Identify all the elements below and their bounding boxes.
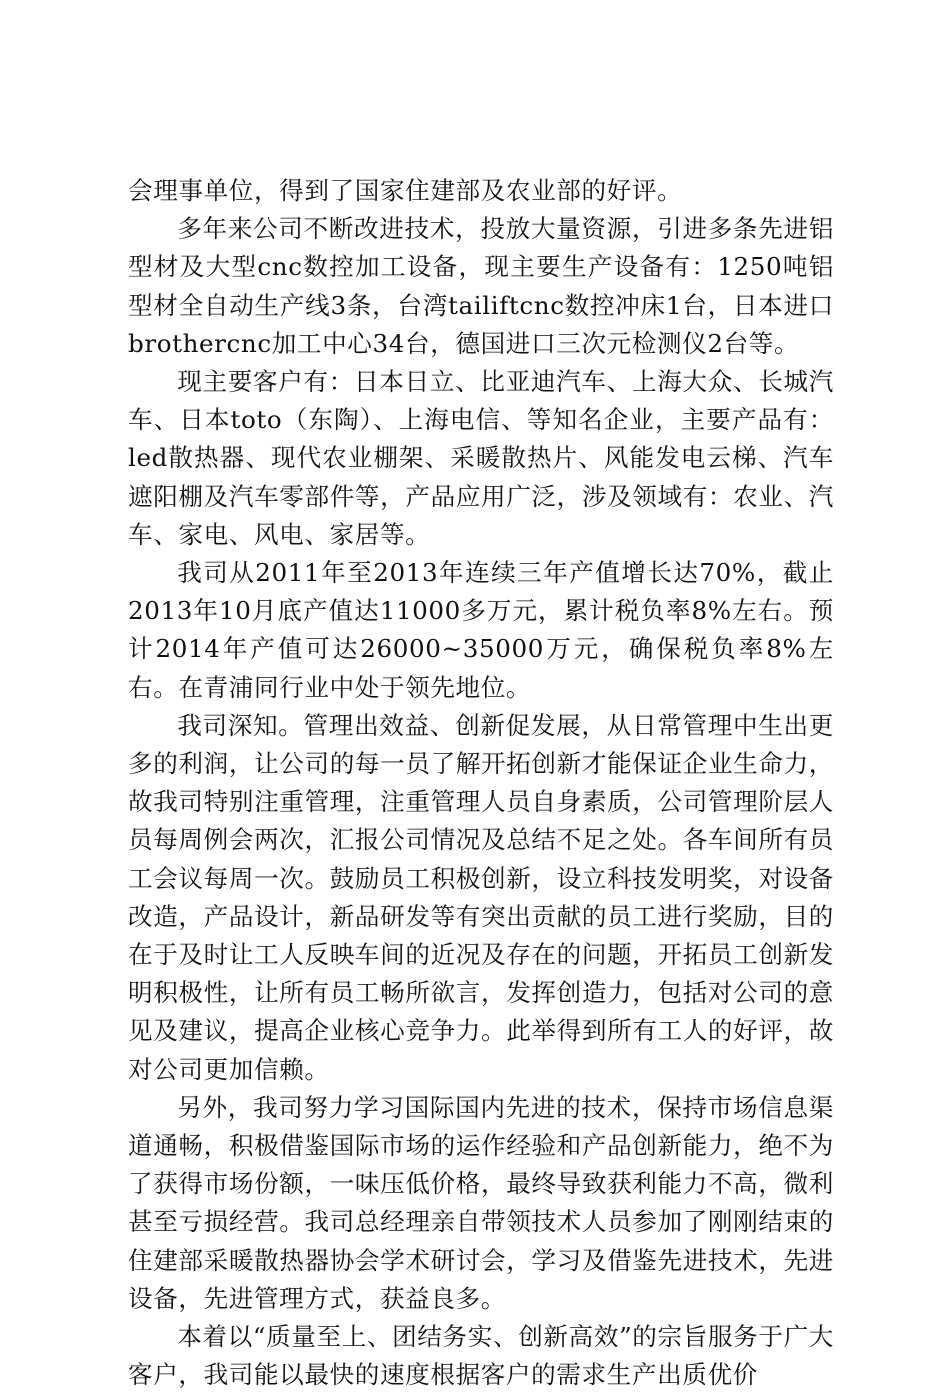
paragraph-management: 我司深知。管理出效益、创新促发展，从日常管理中生出更多的利润，让公司的每一员了解开拓创新才能保证企业生命力，故我司特别注重管理，注重管理人员自身素质，公司管理阶层人员每周例会两次，汇报公司情况及总结不足之处。各车间所有员工会议每周一次。鼓励员工积极创新，设立科技发明奖，对设备改造，产品设计，新品研发等有突出贡献的员工进行奖励，目的在于及时让工人反映车间的近况及存在的问题，开拓员工创新发明积极性，让所有员工畅所欲言，发挥创造力，包括对公司的意见及建议，提高企业核心竞争力。此举得到所有工人的好评，故对公司更加信赖。: [128, 710, 834, 1084]
paragraph-equipment: 多年来公司不断改进技术，投放大量资源，引进多条先进铝型材及大型cnc数控加工设备，现主要生产设备有：1250吨铝型材全自动生产线3条，台湾tailiftcnc数控冲床1台，日本进口brothercnc加工中心34台，德国进口三次元检测仪2台等。: [128, 214, 834, 358]
paragraph-customers: 现主要客户有：日本日立、比亚迪汽车、上海大众、长城汽车、日本toto（东陶）、上海电信、等知名企业，主要产品有：led散热器、现代农业棚架、采暖散热片、风能发电云梯、汽车遮阳棚及汽车零部件等，产品应用广泛，涉及领域有：农业、汽车、家电、风电、家居等。: [128, 367, 834, 549]
paragraph-output-growth: 我司从2011年至2013年连续三年产值增长达70%，截止2013年10月底产值达11000多万元，累计税负率8%左右。预计2014年产值可达26000~35000万元，确保税负率8%左右。在青浦同行业中处于领先地位。: [128, 558, 834, 702]
paragraph-continuation: 会理事单位，得到了国家住建部及农业部的好评。: [128, 176, 683, 205]
paragraph-learning: 另外，我司努力学习国际国内先进的技术，保持市场信息渠道通畅，积极借鉴国际市场的运作经验和产品创新能力，绝不为了获得市场份额，一味压低价格，最终导致获利能力不高，微利甚至亏损经营。我司总经理亲自带领技术人员参加了刚刚结束的住建部采暖散热器协会学术研讨会，学习及借鉴先进技术，先进设备，先进管理方式，获益良多。: [128, 1092, 834, 1313]
paragraph-service-tenet: 本着以“质量至上、团结务实、创新高效”的宗旨服务于广大客户，我司能以最快的速度根据客户的需求生产出质优价: [128, 1322, 834, 1390]
document-body: [128, 172, 834, 1395]
